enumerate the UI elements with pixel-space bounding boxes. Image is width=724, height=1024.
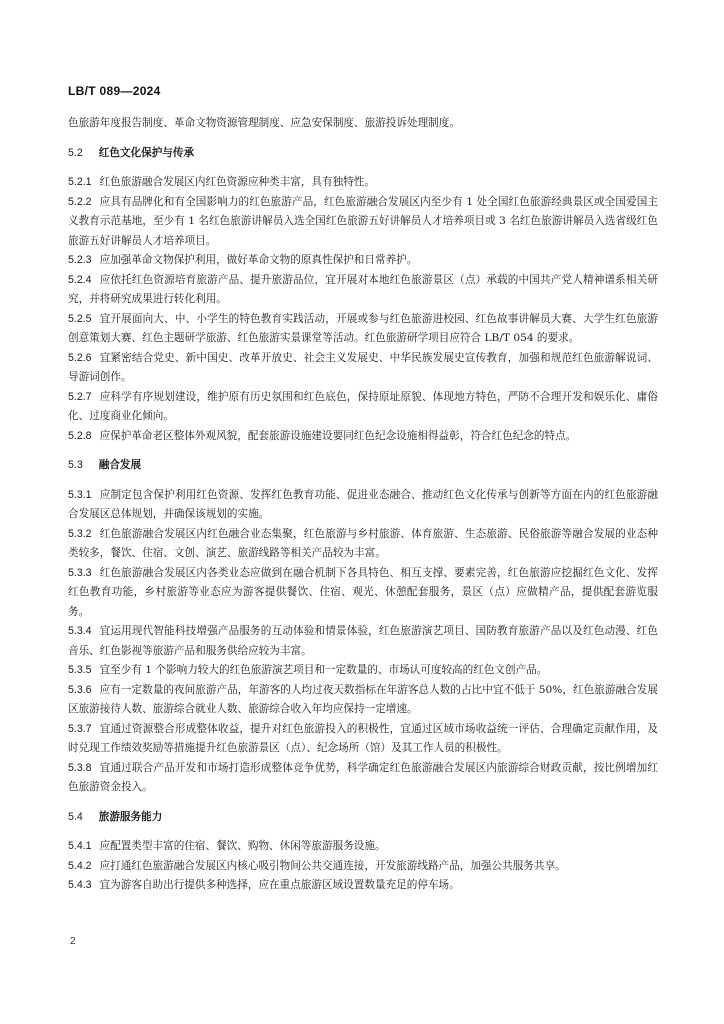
section-number: 5.3	[68, 459, 83, 471]
clause-paragraph	[68, 837, 658, 857]
clause-number: 5.2.6	[68, 351, 92, 364]
clause-paragraph	[68, 876, 658, 896]
clause-number: 5.4.3	[68, 879, 92, 891]
clause-text: 红色旅游融合发展区内各类业态应做到在融合机制下各具特色、相互支撑、要素完善，红色旅游应挖掘红色文化、发挥红色教育功能，乡村旅游等业态应为游客提供餐饮、住宿、观光、休憩配套服务，景区（点）应做精产品，提供配套游览服务。	[68, 566, 658, 618]
clause-paragraph	[68, 251, 658, 271]
clause-text: 应加强革命文物保护利用，做好革命文物的原真性保护和日常养护。	[99, 254, 418, 266]
section-title: 融合发展	[98, 459, 142, 471]
standard-code-header: LB/T 089—2024	[68, 84, 161, 98]
clause-number: 5.4.2	[68, 859, 92, 872]
clause-paragraph	[68, 681, 658, 720]
clause-number: 5.3.3	[68, 566, 92, 579]
clause-paragraph	[68, 564, 658, 623]
clause-text: 应制定包含保护利用红色资源、发挥红色教育功能、促进业态融合、推动红色文化传承与创新等方面在内的红色旅游融合发展区总体规划，并确保该规划的实施。	[68, 488, 658, 520]
section-heading	[68, 144, 658, 164]
section-number: 5.2	[68, 146, 83, 159]
clause-text: 宜为游客自助出行提供多种选择，应在重点旅游区域设置数量充足的停车场。	[99, 879, 460, 891]
clause-number: 5.3.8	[68, 761, 92, 774]
clause-text: 宜至少有 1 个影响力较大的红色旅游演艺项目和一定数量的、市场认可度较高的红色文创产品。	[99, 664, 548, 676]
continued-paragraph: 色旅游年度报告制度、革命文物资源管理制度、应急安保制度、旅游投诉处理制度。	[68, 117, 460, 129]
clause-paragraph	[68, 173, 658, 193]
clause-text: 宜通过联合产品开发和市场打造形成整体竞争优势，科学确定红色旅游融合发展区内旅游综合财政贡献，按比例增加红色旅游资金投入。	[68, 761, 658, 793]
clause-number: 5.2.8	[68, 429, 92, 442]
clause-number: 5.2.2	[68, 195, 92, 208]
clause-text: 宜紧密结合党史、新中国史、改革开放史、社会主义发展史、中华民族发展史宣传教育，加强和规范红色旅游解说词、导游词创作。	[68, 351, 658, 383]
clause-text: 应具有品牌化和有全国影响力的红色旅游产品，红色旅游融合发展区内至少有 1 处全国红色旅游经典景区或全国爱国主义教育示范基地，至少有 1 名红色旅游讲解员入选全国红色旅游五好讲解员人才培养项目或 3 名红色旅游讲解员入选省级红色旅游五好讲解员人才培养项目。	[68, 195, 658, 247]
clause-paragraph	[68, 388, 658, 427]
clause-paragraph	[68, 525, 658, 564]
section-title: 红色文化保护与传承	[98, 146, 195, 159]
clause-text: 红色旅游融合发展区内红色资源应种类丰富，具有独特性。	[99, 176, 375, 188]
clause-text: 宜开展面向大、中、小学生的特色教育实践活动，开展或参与红色旅游进校园、红色故事讲解员大赛、大学生红色旅游创意策划大赛、红色主题研学旅游、红色旅游实景课堂等活动。红色旅游研学项目应符合 LB/T 054 的要求。	[68, 312, 658, 344]
clause-paragraph	[68, 427, 658, 447]
clause-text: 应依托红色资源培育旅游产品、提升旅游品位，宜开展对本地红色旅游景区（点）承载的中国共产党人精神谱系相关研究，并将研究成果进行转化利用。	[68, 273, 658, 305]
clause-number: 5.3.2	[68, 527, 92, 540]
clause-paragraph	[68, 349, 658, 388]
clause-text: 宜运用现代智能科技增强产品服务的互动体验和情景体验，红色旅游演艺项目、国防教育旅游产品以及红色动漫、红色音乐、红色影视等旅游产品和服务供给应较为丰富。	[68, 625, 658, 657]
clause-text: 红色旅游融合发展区内红色融合业态集聚，红色旅游与乡村旅游、体育旅游、生态旅游、民俗旅游等融合发展的业态种类较多，餐饮、住宿、文创、演艺、旅游线路等相关产品较为丰富。	[68, 527, 658, 559]
clause-number: 5.3.7	[68, 722, 92, 735]
clause-text: 应保护革命老区整体外观风貌，配套旅游设施建设要同红色纪念设施相得益彰，符合红色纪念的特点。	[99, 429, 577, 442]
clause-paragraph	[68, 193, 658, 252]
clause-number: 5.3.1	[68, 488, 92, 501]
section-heading	[68, 456, 658, 476]
clause-paragraph	[68, 720, 658, 759]
clause-paragraph	[68, 310, 658, 349]
sections-container	[68, 144, 658, 896]
clause-paragraph	[68, 486, 658, 525]
clause-number: 5.2.3	[68, 254, 92, 266]
clause-number: 5.4.1	[68, 840, 92, 852]
clause-number: 5.2.7	[68, 390, 92, 403]
clause-number: 5.3.6	[68, 683, 92, 696]
section-number: 5.4	[68, 810, 83, 823]
clause-number: 5.2.1	[68, 176, 92, 188]
clause-text: 应有一定数量的夜间旅游产品，年游客的人均过夜天数指标在年游客总人数的占比中宜不低于 50%，红色旅游融合发展区旅游接待人数、旅游综合就业人数、旅游综合收入年均应保持一定增速。	[68, 683, 658, 715]
clause-text: 应科学有序规划建设，维护原有历史氛围和红色底色，保持原址原貌、体现地方特色，严防不合理开发和娱乐化、庸俗化、过度商业化倾向。	[68, 390, 658, 422]
clause-paragraph	[68, 661, 658, 681]
clause-number: 5.2.5	[68, 312, 92, 325]
section-heading	[68, 808, 658, 828]
clause-text: 应配置类型丰富的住宿、餐饮、购物、休闲等旅游服务设施。	[99, 840, 386, 852]
section-title: 旅游服务能力	[98, 810, 163, 823]
clause-number: 5.3.4	[68, 625, 92, 637]
document-body	[68, 114, 658, 896]
clause-number: 5.2.4	[68, 273, 92, 286]
clause-paragraph	[68, 271, 658, 310]
page-number: 2	[70, 936, 76, 947]
clause-paragraph	[68, 759, 658, 798]
clause-text: 宜通过资源整合形成整体收益，提升对红色旅游投入的积极性，宜通过区域市场收益统一评估、合理确定贡献作用，及时兑现工作绩效奖励等措施提升红色旅游景区（点）、纪念场所（馆）及其工作人员的积极性。	[68, 722, 658, 754]
clause-text: 应打通红色旅游融合发展区内核心吸引物间公共交通连接，开发旅游线路产品，加强公共服务共享。	[99, 859, 566, 872]
clause-paragraph	[68, 857, 658, 877]
clause-number: 5.3.5	[68, 664, 92, 676]
clause-paragraph	[68, 622, 658, 661]
